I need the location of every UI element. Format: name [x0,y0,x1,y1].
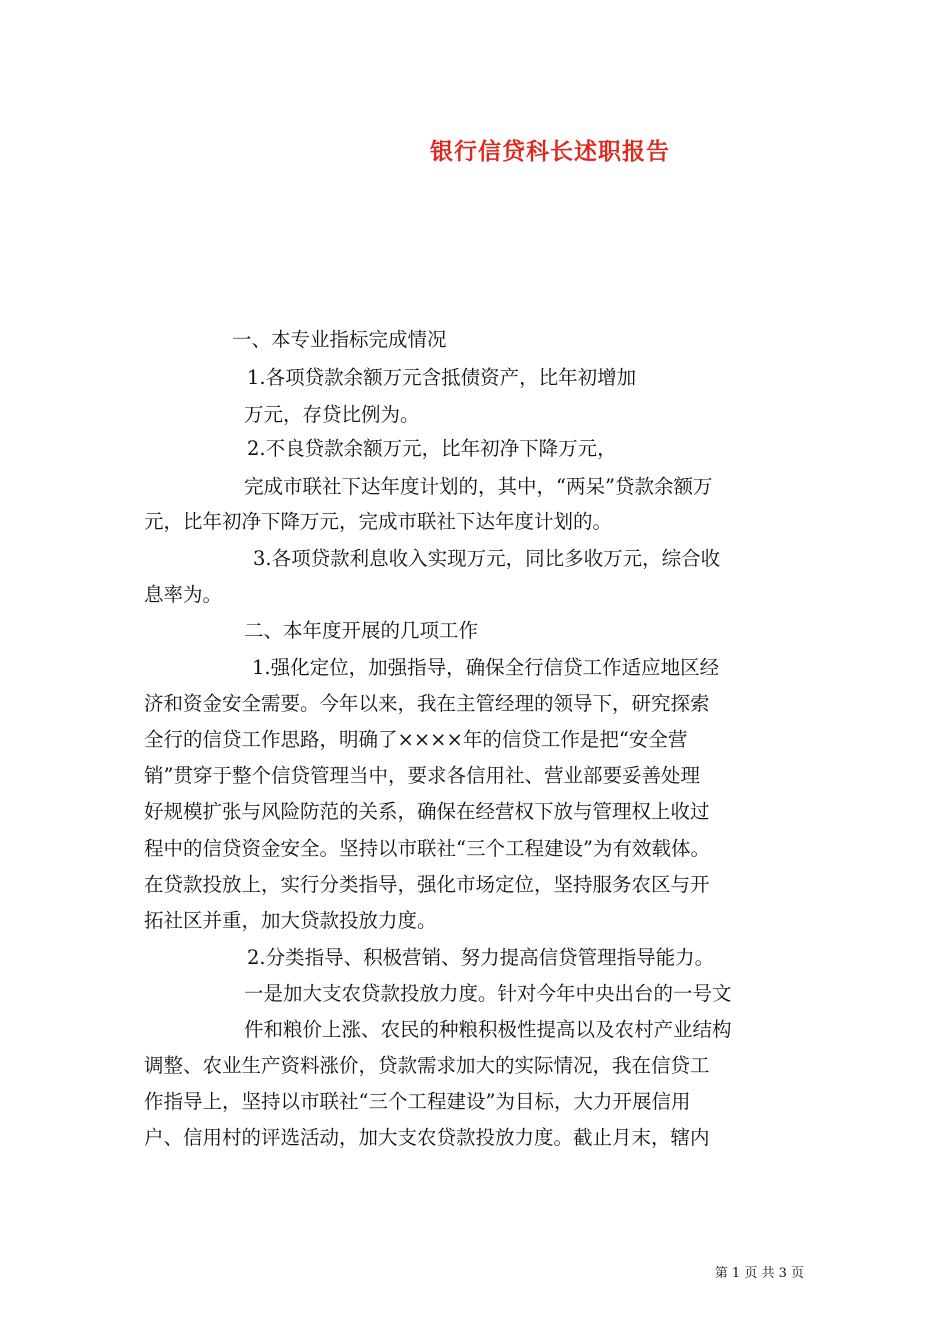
paragraph-line: 户、信用村的评选活动，加大支农贷款投放力度。截止月末，辖内 [144,1126,710,1149]
paragraph-line: 在贷款投放上，实行分类指导，强化市场定位，坚持服务农区与开 [144,873,710,896]
paragraph-line: 济和资金安全需要。今年以来，我在主管经理的领导下，研究探索 [144,692,710,715]
paragraph-line: 息率为。 [144,583,223,606]
paragraph-line: 2.分类指导、积极营销、努力提高信贷管理指导能力。 [247,946,715,969]
paragraph-line: 1.强化定位，加强指导，确保全行信贷工作适应地区经 [252,656,720,679]
heading-section-1: 一、本专业指标完成情况 [232,328,447,351]
paragraph-line: 1.各项贷款余额万元含抵债资产，比年初增加 [247,366,637,389]
paragraph-line: 销”贯穿于整个信贷管理当中，要求各信用社、营业部要妥善处理 [144,764,700,787]
paragraph-line: 拓社区并重，加大贷款投放力度。 [144,909,437,932]
paragraph-line: 元，比年初净下降万元，完成市联社下达年度计划的。 [144,510,613,533]
paragraph-line: 完成市联社下达年度计划的，其中，“两呆”贷款余额万 [244,475,713,498]
paragraph-line: 全行的信贷工作思路，明确了××××年的信贷工作是把“安全营 [144,728,688,751]
paragraph-line: 作指导上，坚持以市联社“三个工程建设”为目标，大力开展信用 [144,1090,691,1113]
page-number-footer: 第 1 页 共 3 页 [714,1266,804,1281]
document-title: 银行信贷科长述职报告 [430,138,670,165]
paragraph-line: 好规模扩张与风险防范的关系，确保在经营权下放与管理权上收过 [144,800,710,823]
paragraph-line: 2.不良贷款余额万元，比年初净下降万元， [247,437,617,460]
paragraph-line: 万元，存贷比例为。 [244,403,420,426]
paragraph-line: 程中的信贷资金安全。坚持以市联社“三个工程建设”为有效载体。 [144,837,710,860]
paragraph-line: 3.各项贷款利息收入实现万元，同比多收万元，综合收 [253,547,721,570]
paragraph-line: 件和粮价上涨、农民的种粮积极性提高以及农村产业结构 [244,1018,732,1041]
paragraph-line: 调整、农业生产资料涨价，贷款需求加大的实际情况，我在信贷工 [144,1054,710,1077]
paragraph-line: 一是加大支农贷款投放力度。针对今年中央出台的一号文 [244,982,732,1005]
heading-section-2: 二、本年度开展的几项工作 [244,619,479,642]
